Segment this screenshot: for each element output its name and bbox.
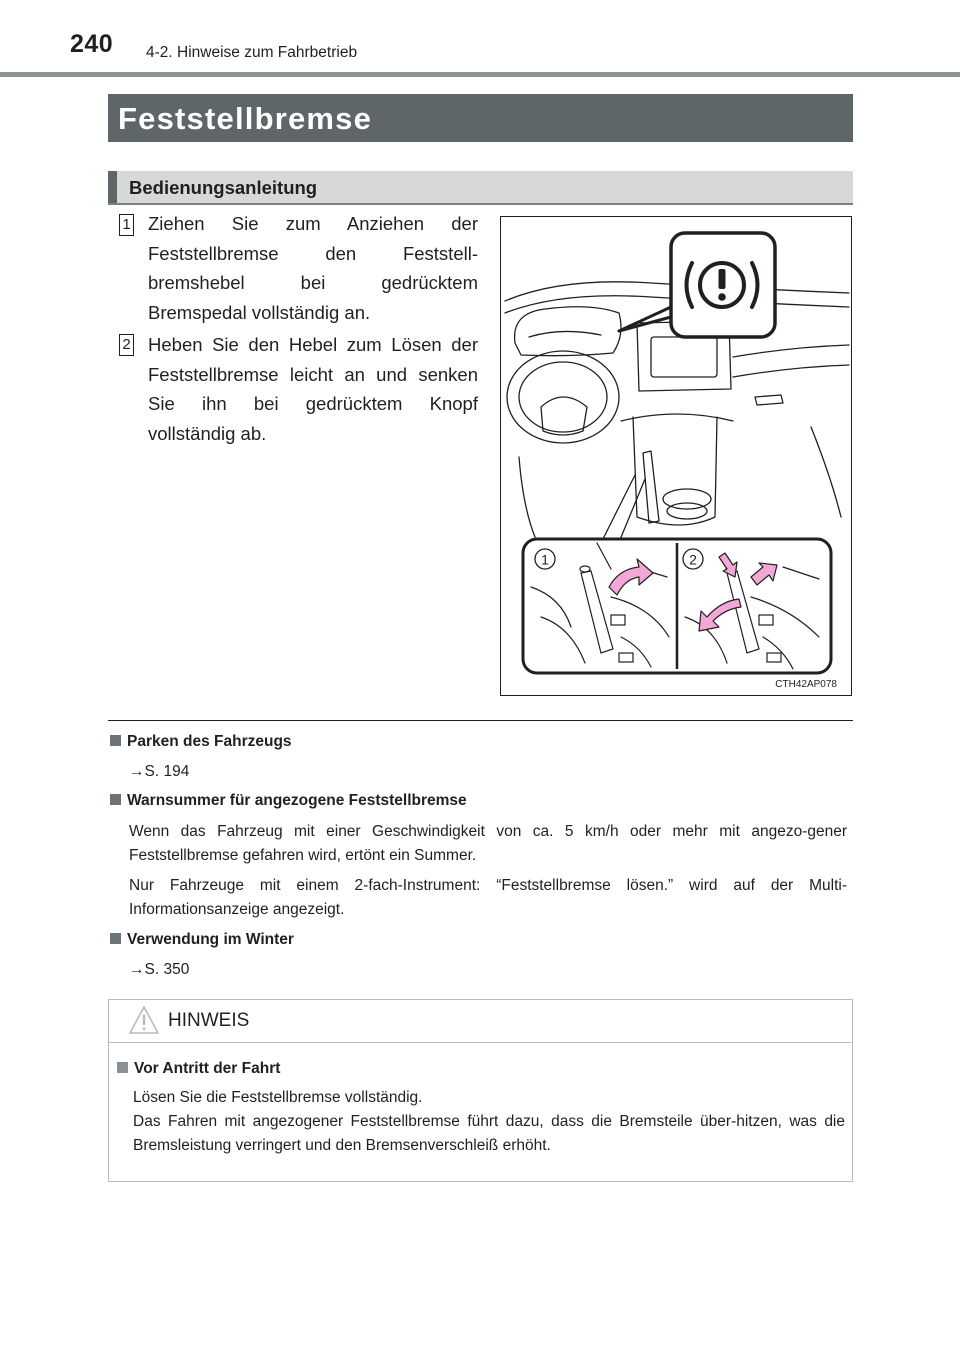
title-bar bbox=[108, 94, 853, 142]
page-title: Feststellbremse bbox=[118, 101, 373, 136]
note-heading-text: Parken des Fahrzeugs bbox=[127, 733, 292, 750]
warning-triangle-icon bbox=[128, 1005, 160, 1035]
lower-console bbox=[633, 417, 717, 525]
parking-brake-lever bbox=[643, 451, 659, 523]
subheading-marker bbox=[108, 171, 117, 203]
note-heading-winter bbox=[110, 931, 294, 949]
page-number: 240 bbox=[70, 30, 114, 58]
notice-heading bbox=[117, 1060, 280, 1078]
note-heading-buzzer bbox=[110, 792, 467, 810]
note-reference-winter: →S. 350 bbox=[129, 961, 190, 978]
step-text-1: Ziehen Sie zum Anziehen der Feststellbremse den Feststell-bremshebel bei gedrücktem Bremspedal vollständig an. bbox=[148, 213, 478, 323]
notice-line-2: Das Fahren mit angezogener Feststellbremse führt dazu, dass die Bremsteile über-hitzen, was die Bremsleistung verringert und den Bremsenverschleiß erhöht. bbox=[133, 1113, 845, 1154]
bullet-square-icon bbox=[110, 933, 121, 944]
notice-line-1: Lösen Sie die Feststellbremse vollständig. bbox=[133, 1089, 423, 1106]
note-heading-text: Warnsummer für angezogene Feststellbremse bbox=[127, 792, 467, 809]
callout-number-1: 1 bbox=[541, 551, 549, 568]
content-divider bbox=[108, 720, 853, 721]
parking-brake-warning-icon bbox=[671, 233, 775, 337]
bullet-square-icon bbox=[110, 794, 121, 805]
figure-code: CTH42AP078 bbox=[775, 679, 837, 690]
notice-header bbox=[109, 1000, 852, 1043]
parking-brake-illustration bbox=[500, 216, 852, 696]
note-reference-parking: →S. 194 bbox=[129, 763, 190, 780]
notice-heading-text: Vor Antritt der Fahrt bbox=[134, 1060, 281, 1077]
step-text-2: Heben Sie den Hebel zum Lösen der Feststellbremse leicht an und senken Sie ihn bei gedrücktem Knopf vollständig ab. bbox=[148, 334, 478, 444]
subheading-text: Bedienungsanleitung bbox=[129, 177, 318, 198]
note-heading-parking bbox=[110, 733, 292, 751]
step-badge-1: 1 bbox=[119, 214, 134, 236]
subheading-bar bbox=[108, 171, 853, 205]
bullet-square-icon bbox=[110, 735, 121, 746]
bullet-square-icon bbox=[117, 1062, 128, 1073]
illustration-drawing bbox=[501, 217, 852, 696]
section-label: 4-2. Hinweise zum Fahrbetrieb bbox=[146, 44, 358, 61]
callout-number-2: 2 bbox=[689, 551, 697, 568]
notice-title: HINWEIS bbox=[168, 1010, 250, 1031]
note-heading-text: Verwendung im Winter bbox=[127, 931, 294, 948]
step-badge-2: 2 bbox=[119, 334, 134, 356]
header-rule bbox=[0, 72, 960, 77]
notice-box bbox=[108, 999, 853, 1182]
note-paragraph-buzzer-1: Wenn das Fahrzeug mit einer Geschwindigkeit von ca. 5 km/h oder mehr mit angezo-gener Feststellbremse gefahren wird, ertönt ein Summer. bbox=[129, 823, 847, 864]
note-paragraph-buzzer-2: Nur Fahrzeuge mit einem 2-fach-Instrument: “Feststellbremse lösen.” wird auf der Multi-Informationsanzeige angezeigt. bbox=[129, 877, 847, 918]
